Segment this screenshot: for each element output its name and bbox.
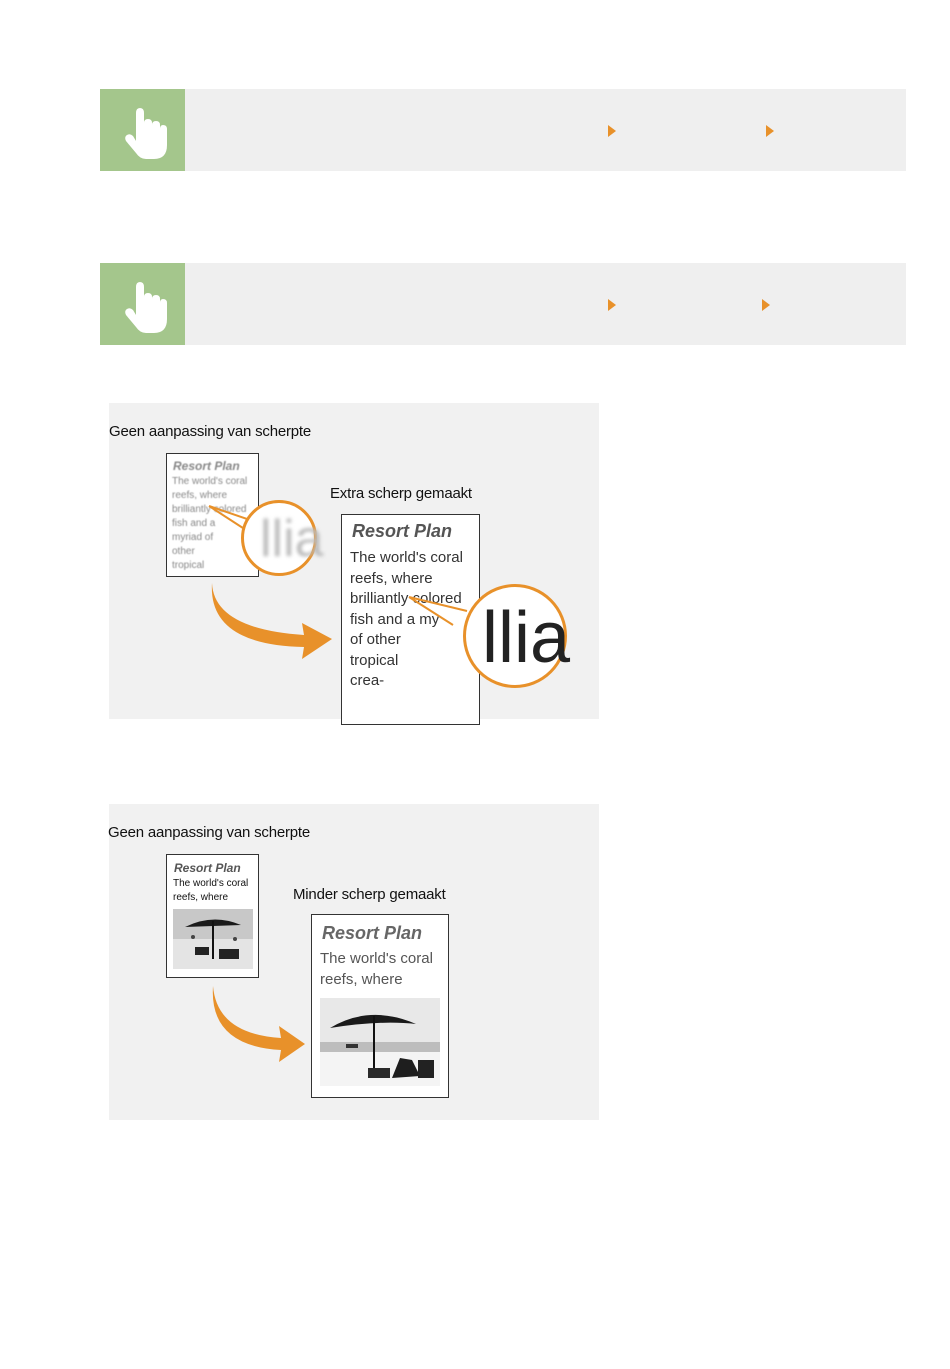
doc-line: fish and a my bbox=[350, 611, 440, 628]
doc-title: Resort Plan bbox=[174, 861, 241, 875]
caption-before: Geen aanpassing van scherpte bbox=[109, 423, 312, 440]
doc-line: The world's coral bbox=[320, 950, 433, 967]
document-after bbox=[311, 914, 449, 1098]
sharpness-decrease-figure bbox=[109, 804, 599, 1120]
magnifier-after bbox=[463, 584, 571, 688]
hand-pointer-icon bbox=[100, 263, 185, 345]
magnified-text: llia bbox=[482, 598, 571, 678]
beach-photo-image bbox=[320, 998, 440, 1086]
doc-line: reefs, where bbox=[320, 971, 403, 988]
doc-line: tropical bbox=[350, 652, 399, 669]
step-icon-box bbox=[100, 89, 185, 171]
doc-line: crea- bbox=[350, 672, 385, 689]
doc-line: myriad of bbox=[172, 532, 214, 543]
transition-arrow-icon bbox=[204, 579, 339, 664]
caption-after: Minder scherp gemaakt bbox=[293, 886, 446, 903]
magnified-text: llia bbox=[260, 510, 324, 568]
doc-line: of other bbox=[350, 631, 401, 648]
doc-line: tropical bbox=[172, 560, 205, 571]
doc-line: reefs, where bbox=[350, 570, 433, 587]
breadcrumb-arrow-icon bbox=[608, 125, 616, 137]
step-bar-1 bbox=[100, 89, 906, 171]
doc-title: Resort Plan bbox=[322, 923, 423, 943]
step-bar-2 bbox=[100, 263, 906, 345]
doc-line: reefs, where bbox=[172, 490, 228, 501]
document-before bbox=[166, 854, 259, 978]
transition-arrow-icon bbox=[209, 982, 309, 1067]
breadcrumb-arrow-icon bbox=[766, 125, 774, 137]
magnifier-before bbox=[241, 500, 324, 576]
doc-line: The world's coral bbox=[173, 878, 249, 889]
step-icon-box bbox=[100, 263, 185, 345]
breadcrumb-arrow-icon bbox=[762, 299, 770, 311]
doc-line: brilliantly colored bbox=[350, 590, 462, 607]
caption-before: Geen aanpassing van scherpte bbox=[108, 824, 311, 841]
doc-line: other bbox=[172, 546, 195, 557]
doc-title: Resort Plan bbox=[352, 521, 453, 541]
caption-after: Extra scherp gemaakt bbox=[330, 485, 472, 502]
hand-pointer-icon bbox=[100, 89, 185, 171]
doc-line: reefs, where bbox=[173, 892, 229, 903]
beach-photo-image bbox=[173, 909, 253, 969]
doc-line: brilliantly colored bbox=[172, 504, 247, 515]
breadcrumb-arrow-icon bbox=[608, 299, 616, 311]
doc-title: Resort Plan bbox=[173, 459, 240, 473]
doc-line: The world's coral bbox=[172, 476, 248, 487]
doc-line: fish and a bbox=[172, 518, 216, 529]
doc-line: The world's coral bbox=[350, 549, 463, 566]
sharpness-increase-figure bbox=[109, 403, 599, 719]
